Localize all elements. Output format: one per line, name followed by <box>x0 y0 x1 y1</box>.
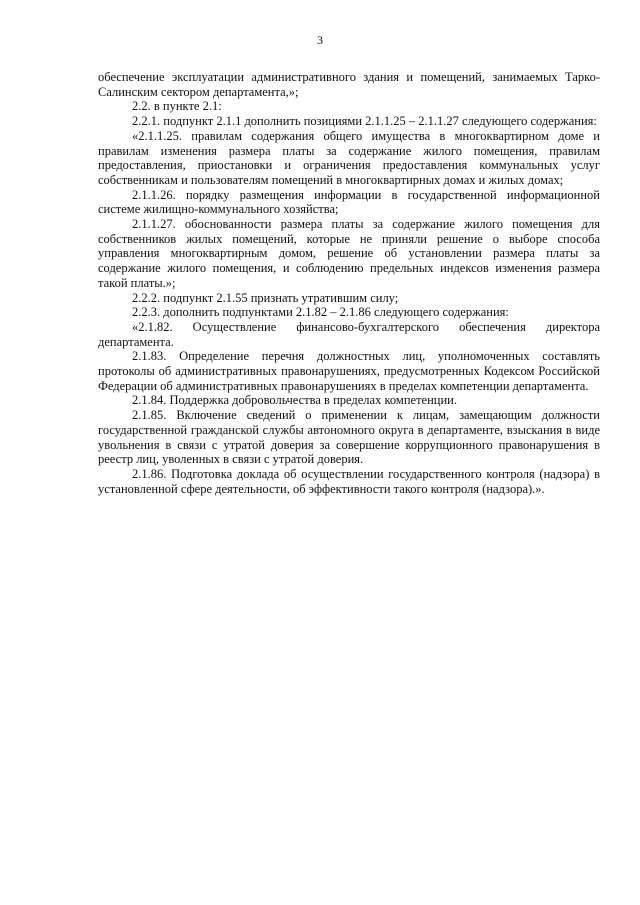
paragraph-2-1-83: 2.1.83. Определение перечня должностных лиц, уполномоченных составлять протоколы об административных правонарушениях, предусмотренных Кодексом Российской Федерации об административных правонарушениях в пределах компетенции департамента. <box>98 349 600 393</box>
paragraph-continuation: обеспечение эксплуатации административного здания и помещений, занимаемых Тарко-Салинским сектором департамента,»; <box>98 70 600 99</box>
page-number: 3 <box>317 33 323 47</box>
paragraph-2-1-1-25: «2.1.1.25. правилам содержания общего имущества в многоквартирном доме и правилам изменения размера платы за содержание жилого помещения, правилам предоставления, приостановки и ограничения предоставления коммунальных услуг собственникам и пользователям помещений в многоквартирных домах и жилых домах; <box>98 128 600 187</box>
paragraph-2-1-85: 2.1.85. Включение сведений о применении к лицам, замещающим должности государственной гражданской службы автономного округа в департаменте, взыскания в виде увольнения в связи с утратой доверия за совершение коррупционного правонарушения в реестр лиц, уволенных в связи с утратой доверия. <box>98 408 600 467</box>
paragraph-2-1-84: 2.1.84. Поддержка добровольчества в пределах компетенции. <box>132 393 457 408</box>
paragraph-2-2: 2.2. в пункте 2.1: <box>132 99 222 114</box>
paragraph-2-1-82: «2.1.82. Осуществление финансово-бухгалтерского обеспечения директора департамента. <box>98 319 600 349</box>
document-body <box>98 70 600 496</box>
paragraph-2-1-86: 2.1.86. Подготовка доклада об осуществлении государственного контроля (надзора) в установленной сфере деятельности, об эффективности такого контроля (надзора).». <box>98 466 600 496</box>
paragraph-2-1-1-27: 2.1.1.27. обоснованности размера платы за содержание жилого помещения для собственников жилых помещений, которые не приняли решение о выборе способа управления многоквартирным домом, решение об установлении размера платы за содержание жилого помещения, и соблюдению предельных индексов изменения размера такой платы.»; <box>98 217 600 290</box>
paragraph-2-2-3: 2.2.3. дополнить подпунктами 2.1.82 – 2.1.86 следующего содержания: <box>132 305 509 320</box>
paragraph-2-1-1-26: 2.1.1.26. порядку размещения информации в государственной информационной системе жилищно-коммунального хозяйства; <box>98 187 600 217</box>
paragraph-2-2-2: 2.2.2. подпункт 2.1.55 признать утратившим силу; <box>132 290 399 305</box>
paragraph-2-2-1: 2.2.1. подпункт 2.1.1 дополнить позициями 2.1.1.25 – 2.1.1.27 следующего содержания: <box>132 114 597 129</box>
